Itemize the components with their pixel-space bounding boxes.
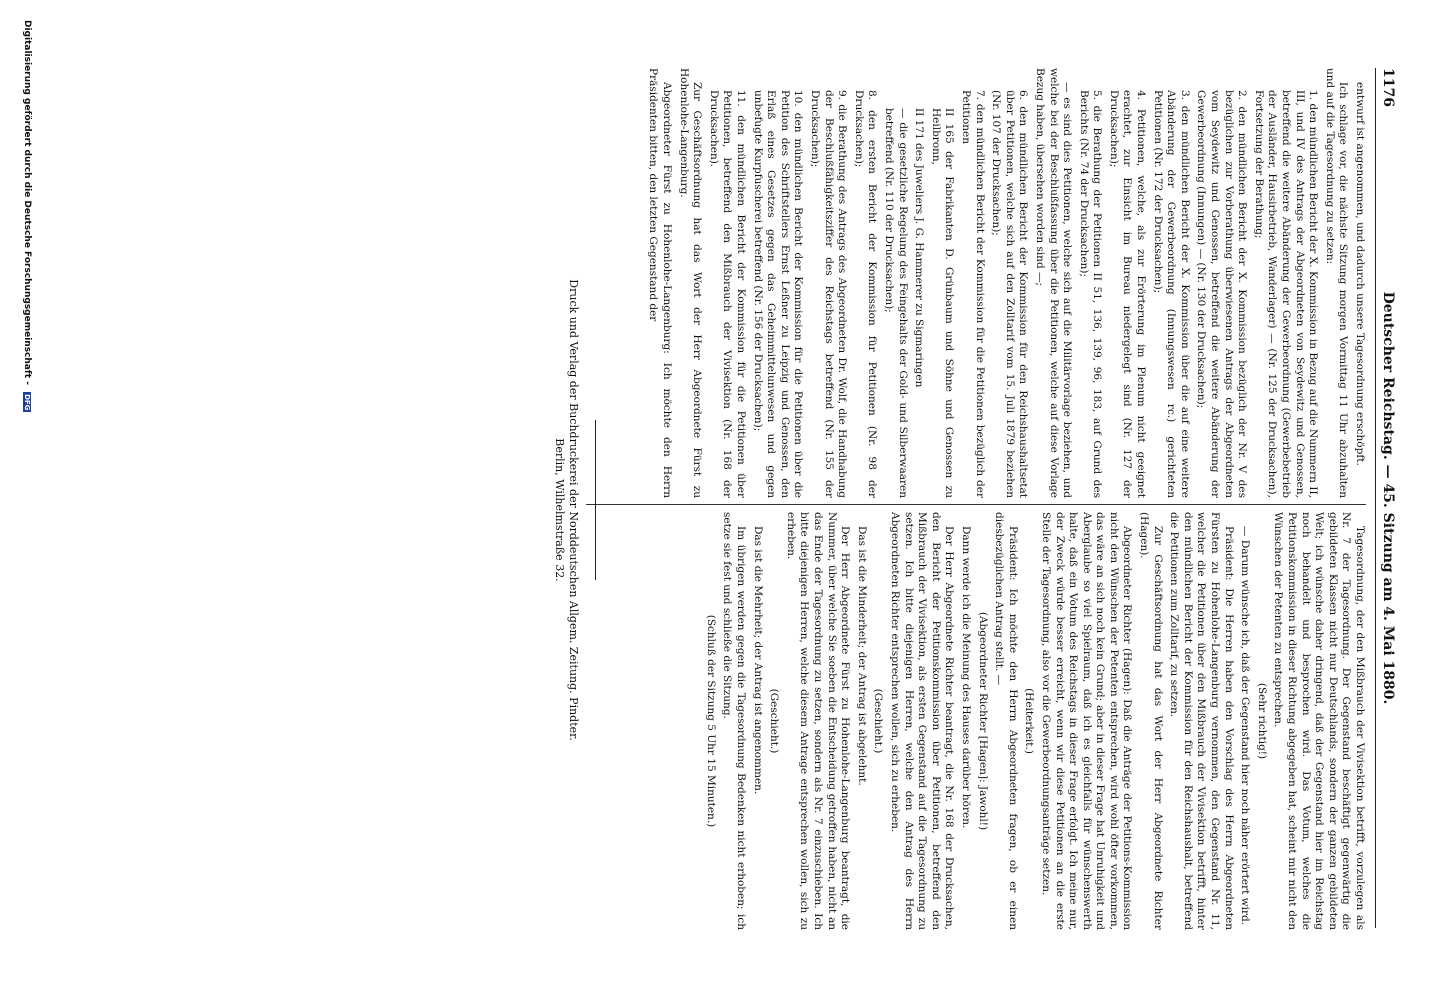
imprint-line-1: Druck und Verlag der Buchdruckerei der Norddeutschen Allgem. Zeitung. Pindter. bbox=[567, 279, 580, 741]
paragraph: Zur Geschäftsordnung hat das Wort der Herr Abgeordnete Fürst zu Hohenlohe-Langenburg. bbox=[677, 68, 704, 498]
paragraph: Tagesordnung, der den Mißbrauch der Vivisektion betrifft, vorzulegen als Nr. 7 der Tagesordnung. Der Gegenstand beschäftigt gegenwärtig die gebildeten Klassen nicht nur Deutschlands, sondern der ganzen gebildeten Welt; ich wünsche daher dringend, daß der Gegenstand hier im Reichstag noch behandelt und besprochen wird. Das Votum, welches die Petitionskommission in dieser Richtung abgegeben hat, scheint mir nicht den Wünschen der Petenten zu entsprechen. bbox=[1272, 512, 1366, 930]
page-number: 1176 bbox=[1380, 68, 1396, 107]
paragraph: 8. den ersten Bericht der Kommission für Petitionen (Nr. 98 der Drucksachen); bbox=[852, 90, 879, 498]
paragraph: 2. den mündlichen Bericht der X. Kommission bezüglich der Nr. V des bezüglichen zur Vorberathung überwiesenen Antrags der Abgeordneten vom Seydewitz und Genossen, betreffend die weitere Abänderung der Gewerbeordnung (Innungen) — (Nr. 130 der Drucksachen); bbox=[1195, 90, 1249, 498]
paragraph: Das ist die Mehrheit; der Antrag ist angenommen. bbox=[751, 526, 764, 795]
paragraph: — Darum wünsche ich, daß der Gegenstand hier noch näher erörtert wird. bbox=[1239, 526, 1252, 926]
paragraph: Zur Geschäftsordnung hat das Wort der Herr Abgeordnete Richter (Hagen). bbox=[1138, 512, 1164, 930]
paragraph: II 171 des Juweliers J. G. Hammerer zu Sigmaringen bbox=[913, 108, 926, 388]
paragraph: Dann werde ich die Meinung des Hauses darüber hören. bbox=[959, 526, 972, 829]
paragraph: 6. den mündlichen Bericht der Kommission für den Reichshaushaltsetat über Petitionen, welche sich auf den Zolltarif vom 15. Juli 1879 beziehen (Nr. 107 der Drucksachen); bbox=[990, 90, 1030, 498]
paragraph: 9. die Berathung des Antrags des Abgeordneten Dr. Wolf, die Handhabung der Beschlußfähigkeitsziffer des Reichstags betreffend (Nr. 155 der Drucksachen); bbox=[809, 90, 849, 498]
right-column bbox=[700, 512, 1366, 930]
paragraph: II 165 der Fabrikanten D. Grünbaum und Söhne und Genossen zu Heilbronn, bbox=[929, 108, 956, 498]
paragraph: Präsident: Ich möchte den Herrn Abgeordneten fragen, ob er einen diesbezüglichen Antrag stellt. — bbox=[993, 512, 1019, 930]
paragraph: Im übrigen werden gegen die Tagesordnung Bedenken nicht erhoben; ich setze sie fest und schließe die Sitzung. bbox=[721, 512, 748, 930]
paragraph: 10. den mündlichen Bericht der Kommission für die Petitionen über die Petition des Schriftstellers Ernst Leßner zu Leipzig und Genossen, den Erlaß eines Gesetzes gegen das Geheimmittelunwesen und gegen unbefugte Kurpfuscherei betreffend (Nr. 156 der Drucksachen); bbox=[751, 90, 805, 498]
column-divider bbox=[586, 504, 1366, 505]
paragraph: 3. den mündlichen Bericht der X. Kommission über die auf eine weitere Abänderung der Gewerbeordnung (Innungswesen rc.) gerichteten Petitionen (Nr. 172 der Drucksachen); bbox=[1151, 90, 1191, 498]
paragraph: — es sind dies Petitionen, welche sich auf die Militärvorlage beziehen, und welche bei der Beschlußfassung über die Petitionen, welche auf diese Vorlage Bezug haben, übersehen worden sind —; bbox=[1033, 68, 1074, 498]
paragraph: 11. den mündlichen Bericht der Kommission für die Petitionen über Petitionen, betreffend den Mißbrauch der Vivisektion (Nr. 168 der Drucksachen). bbox=[707, 90, 748, 498]
left-column bbox=[643, 68, 1366, 498]
paragraph: Präsident: Die Herren haben den Vorschlag des Herrn Abgeordneten Fürsten zu Hohenlohe-Langenburg vernommen, den Gegenstand Nr. 11, welcher die Petitionen über den Mißbrauch der Vivisektion betrifft, hinter den mündlichen Bericht der Kommission für den Reichshaushalt, betreffend die Petitionen zum Zolltarif, zu setzen. bbox=[1168, 512, 1235, 930]
paragraph: 4. Petitionen, welche, als zur Erörterung im Plenum nicht geeignet erachtet, zur Einsicht im Bureau niedergelegt sind (Nr. 127 der Drucksachen); bbox=[1107, 90, 1148, 498]
digitization-credit bbox=[22, 20, 32, 1000]
printer-imprint bbox=[552, 100, 580, 920]
paragraph: (Geschieht.) bbox=[768, 688, 781, 754]
paragraph: Abgeordneter Richter (Hagen): Daß die Anträge der Petitions-Kommission nicht den Wünschen der Petenten entsprechen, wird wohl öfter vorkommen, das wäre an sich noch kein Grund; aber in dieser Frage hat Unruhigkeit und Aberglaube so viel Spielraum, daß ich es gleichfalls für wünschenswerth halte, daß ein Votum des Reichstags in dieser Frage erfolgt. Ich meine nur, der Zweck würde besser erreicht, wenn wir diese Petitionen an die erste Stelle der Tagesordnung, also vor die Gewerbeordnungsanträge setzen. bbox=[1039, 512, 1134, 930]
footer-rule bbox=[595, 420, 596, 580]
paragraph: Abgeordneter Fürst zu Hohenlohe-Langenburg: Ich möchte den Herrn Präsidenten bitten, den letzten Gegenstand der bbox=[647, 68, 674, 498]
paragraph: (Sehr richtig!) bbox=[1255, 682, 1268, 760]
paragraph: — die gesetzliche Regelung des Feingehalts der Gold- und Silberwaaren betreffend (Nr. 110 der Drucksachen); bbox=[883, 108, 909, 498]
paragraph: Der Herr Abgeordnete Fürst zu Hohenlohe-Langenburg beantragt, die Nummer, über welche Sie soeben die Entscheidung getroffen haben, nicht an das Ende der Tagesordnung zu setzen, sondern als Nr. 7 einzuschieben. Ich bitte diejenigen Herren, welche diesem Antrage entsprechen wollen, sich zu erheben. bbox=[784, 512, 852, 930]
paragraph: (Geschieht.) bbox=[872, 688, 885, 754]
paragraph: 7. den mündlichen Bericht der Kommission für die Petitionen bezüglich der Petitionen bbox=[959, 90, 986, 498]
paragraph: 1. den mündlichen Bericht der X. Kommission in Bezug auf die Nummern II, III, und IV des Antrags der Abgeordneten von Seydewitz und Genossen, betreffend die weitere Abänderung der Gewerbeordnung (Gewerbebetrieb der Ausländer, Hausirbetrieb, Wanderlager) — (Nr. 125 der Drucksachen), Fortsetzung der Berathung; bbox=[1252, 90, 1320, 498]
dfg-logo: DFG bbox=[23, 394, 31, 411]
credit-text: Digitalisierung gefördert durch die Deutsche Forschungsgemeinschaft - bbox=[22, 20, 32, 385]
paragraph: Das ist die Minderheit; der Antrag ist abgelehnt. bbox=[855, 526, 868, 786]
paragraph: 5. die Berathung der Petitionen II 51, 136, 139, 96, 183, auf Grund des Berichts (Nr. 74 der Drucksachen); bbox=[1077, 90, 1104, 498]
paragraph: (Abgeordneter Richter [Hagen]: Jawohl!) bbox=[976, 611, 989, 831]
imprint-line-2: Berlin, Wilhelmstraße 32. bbox=[553, 438, 566, 582]
page-title: Deutscher Reichstag. — 45. Sitzung am 4. Mai 1880. bbox=[1380, 291, 1396, 705]
paragraph: (Heiterkeit.) bbox=[1023, 688, 1036, 754]
page-header bbox=[1375, 68, 1396, 928]
paragraph: (Schluß der Sitzung 5 Uhr 15 Minuten.) bbox=[704, 614, 717, 828]
paragraph: entwurf ist angenommen, und dadurch unsere Tagesordnung erschöpft. bbox=[1354, 82, 1366, 466]
paragraph: Der Herr Abgeordnete Richter beantragt, die Nr. 168 der Drucksachen, den Bericht der Petitionskommission über Petitionen, betreffend den Mißbrauch der Vivisektion, als ersten Gegenstand auf die Tagesordnung zu setzen. Ich bitte diejenigen Herren, welche den Antrag des Herrn Abgeordneten Richter entsprechen wollen, sich zu erheben. bbox=[889, 512, 956, 930]
paragraph: Ich schlage vor, die nächste Sitzung morgen Vormittag 11 Uhr abzuhalten und auf die Tagesordnung zu setzen: bbox=[1323, 68, 1350, 498]
